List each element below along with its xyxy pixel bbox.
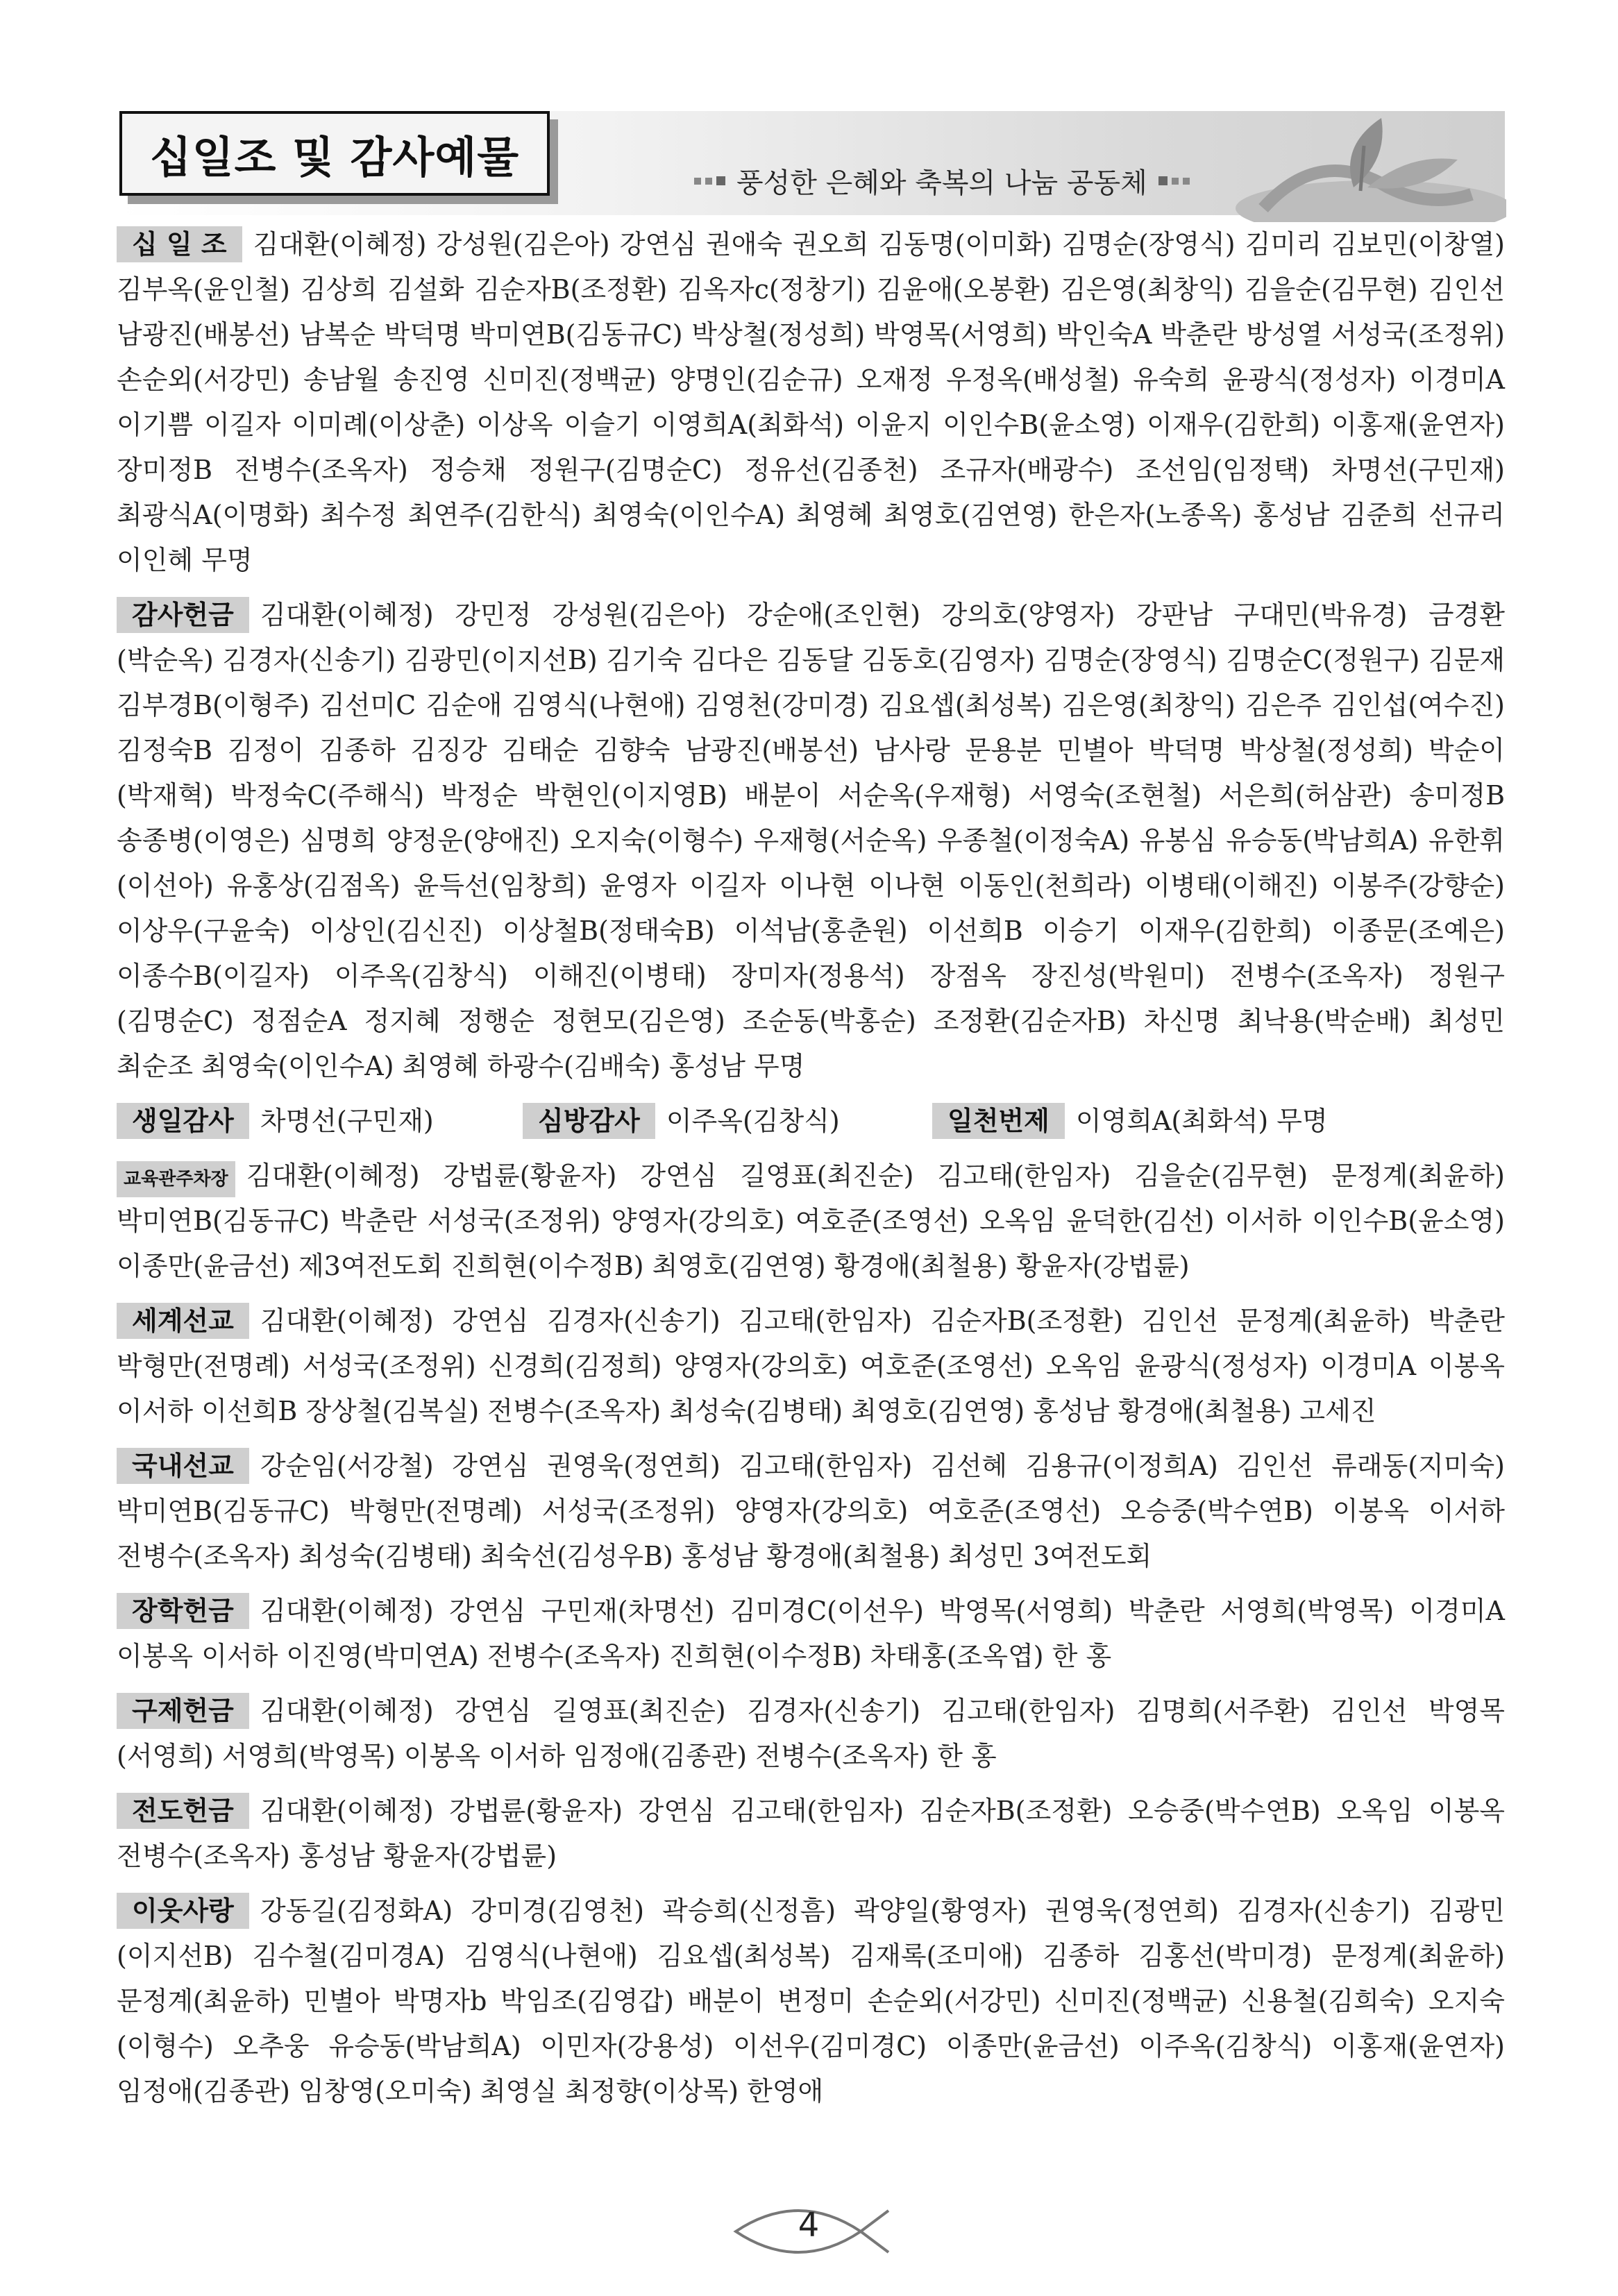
section-label: 구제헌금 [117, 1693, 249, 1729]
section-names: 이영희A(최화석) 무명 [1075, 1106, 1328, 1136]
section-inline-row [117, 1099, 1505, 1144]
section-domestic-mission [117, 1444, 1505, 1579]
section-birthday-thanks [117, 1099, 523, 1144]
section-names: 강동길(김정화A) 강미경(김영천) 곽승희(신정흠) 곽양일(황영자) 권영욱(정연희) 김경자(신송기) 김광민(이지선B) 김수철(김미경A) 김영식(나현애) 김요셉(최성복) 김재록(조미애) 김종하 김홍선(박미경) 문정계(최윤하) 문정계(최윤하) 민별아 박명자b 박임조(김영갑) 배분이 변정미 손순외(서강민) 신미진(정백균) 신용철(김희숙) 오지숙(이형수) 오추웅 유승동(박남희A) 이민자(강용성) 이선우(김미경C) 이종만(윤금선) 이주옥(김창식) 이홍재(윤연자) 임정애(김종관) 임창영(오미숙) 최영실 최정향(이상목) 한영애 [117, 1896, 1505, 2107]
section-label: 일천번제 [932, 1103, 1065, 1139]
section-evangelism [117, 1789, 1505, 1879]
section-thanks-offering [117, 593, 1505, 1089]
page-title-box [119, 111, 550, 196]
section-names: 김대환(이혜정) 강법륜(황윤자) 강연심 길영표(최진순) 김고태(한임자) 김을순(김무현) 문정계(최윤하) 박미연B(김동규C) 박춘란 서성국(조정위) 양영자(강의호) 여호준(조영선) 오옥임 윤덕한(김선) 이서하 이인수B(윤소영) 이종만(윤금선) 제3여전도회 진희현(이수정B) 최영호(김연영) 황경애(최철용) 황윤자(강법륜) [117, 1160, 1505, 1281]
decorative-dots-left [694, 176, 725, 185]
section-label: 세계선교 [117, 1303, 249, 1339]
section-names: 김대환(이혜정) 강연심 김경자(신송기) 김고태(한임자) 김순자B(조정환) 김인선 문정계(최윤하) 박춘란 박형만(전명례) 서성국(조정위) 신경희(김정희) 양영자(강의호) 여호준(조영선) 오옥임 윤광식(정성자) 이경미A 이봉옥 이서하 이선희B 장상철(김복실) 전병수(조옥자) 최성숙(김병태) 최영호(김연영) 홍성남 황경애(최철용) 고세진 [117, 1306, 1505, 1426]
section-neighbor-love [117, 1889, 1505, 2114]
section-names: 김대환(이혜정) 강연심 길영표(최진순) 김경자(신송기) 김고태(한임자) 김명희(서주환) 김인선 박영목(서영희) 서영희(박영목) 이봉옥 이서하 임정애(김종관) 전병수(조옥자) 한 홍 [117, 1696, 1505, 1771]
section-relief [117, 1689, 1505, 1779]
subtitle-text: 풍성한 은혜와 축복의 나눔 공동체 [736, 167, 1147, 199]
section-label: 장학헌금 [117, 1593, 249, 1629]
section-names: 차명선(구민재) [260, 1106, 434, 1136]
page-number: 4 [798, 2206, 820, 2245]
section-label: 전도헌금 [117, 1793, 249, 1829]
section-visit-thanks [523, 1099, 932, 1144]
donor-list [117, 222, 1505, 2124]
section-label: 생일감사 [117, 1103, 249, 1139]
section-thousand-offering [932, 1099, 1328, 1144]
hands-plant-illustration [1180, 104, 1506, 222]
section-names: 김대환(이혜정) 강성원(김은아) 강연심 권애숙 권오희 김동명(이미화) 김명순(장영식) 김미리 김보민(이창열) 김부옥(윤인철) 김상희 김설화 김순자B(조정환) 김옥자c(정창기) 김윤애(오봉환) 김은영(최창익) 김을순(김무현) 김인선 남광진(배봉선) 남복순 박덕명 박미연B(김동규C) 박상철(정성희) 박영목(서영희) 박인숙A 박춘란 방성열 서성국(조정위) 손순외(서강민) 송남월 송진영 신미진(정백균) 양명인(김순규) 오재정 우정옥(배성철) 유숙희 윤광식(정성자) 이경미A 이기쁨 이길자 이미례(이상춘) 이상옥 이슬기 이영희A(최화석) 이윤지 이인수B(윤소영) 이재우(김한희) 이홍재(윤연자) 장미정B 전병수(조옥자) 정승채 정원구(김명순C) 정유선(김종천) 조규자(배광수) 조선임(임정택) 차명선(구민재) 최광식A(이명화) 최수정 최연주(김한식) 최영숙(이인수A) 최영혜 최영호(김연영) 한은자(노종옥) 홍성남 김준희 선규리 이인혜 무명 [117, 229, 1505, 575]
section-label: 심방감사 [523, 1103, 655, 1139]
page-title: 십일조 및 감사예물 [149, 131, 520, 183]
section-world-mission [117, 1299, 1505, 1434]
decorative-dots-right [1158, 176, 1190, 185]
section-label: 국내선교 [117, 1448, 249, 1484]
section-label: 교육관주차장 [117, 1161, 235, 1197]
section-names: 강순임(서강철) 강연심 권영욱(정연희) 김고태(한임자) 김선혜 김용규(이정희A) 김인선 류래동(지미숙) 박미연B(김동규C) 박형만(전명례) 서성국(조정위) 양영자(강의호) 여호준(조영선) 오승중(박수연B) 이봉옥 이서하 전병수(조옥자) 최성숙(김병태) 최숙선(김성우B) 홍성남 황경애(최철용) 최성민 3여전도회 [117, 1451, 1505, 1571]
section-names: 이주옥(김창식) [666, 1106, 840, 1136]
section-tithe [117, 222, 1505, 583]
section-label: 십 일 조 [117, 226, 242, 262]
section-names: 김대환(이혜정) 강민정 강성원(김은아) 강순애(조인현) 강의호(양영자) 강판남 구대민(박유경) 금경환(박순옥) 김경자(신송기) 김광민(이지선B) 김기숙 김다은 김동달 김동호(김영자) 김명순(장영식) 김명순C(정원구) 김문재 김부경B(이형주) 김선미C 김순애 김영식(나현애) 김영천(강미경) 김요셉(최성복) 김은영(최창익) 김은주 김인섭(여수진) 김정숙B 김정이 김종하 김징강 김태순 김향숙 남광진(배봉선) 남사랑 문용분 민별아 박덕명 박상철(정성희) 박순이(박재혁) 박정숙C(주해식) 박정순 박현인(이지영B) 배분이 서순옥(우재형) 서영숙(조현철) 서은희(허삼관) 송미정B 송종병(이영은) 심명희 양정운(양애진) 오지숙(이형수) 우재형(서순옥) 우종철(이정숙A) 유봉심 유승동(박남희A) 유한휘(이선아) 유홍상(김점옥) 윤득선(임창희) 윤영자 이길자 이나현 이나현 이동인(천희라) 이병태(이해진) 이봉주(강향순) 이상우(구윤숙) 이상인(김신진) 이상철B(정태숙B) 이석남(홍춘원) 이선희B 이승기 이재우(김한희) 이종문(조예은) 이종수B(이길자) 이주옥(김창식) 이해진(이병태) 장미자(정용석) 장점옥 장진성(박원미) 전병수(조옥자) 정원구(김명순C) 정점순A 정지혜 정행순 정현모(김은영) 조순동(박홍순) 조정환(김순자B) 차신명 최낙용(박순배) 최성민 최순조 최영숙(이인수A) 최영혜 하광수(김배숙) 홍성남 무명 [117, 600, 1505, 1081]
section-education-parking [117, 1154, 1505, 1289]
section-names: 김대환(이혜정) 강연심 구민재(차명선) 김미경C(이선우) 박영목(서영희) 박춘란 서영희(박영목) 이경미A 이봉옥 이서하 이진영(박미연A) 전병수(조옥자) 진희현(이수정B) 차태홍(조옥엽) 한 홍 [117, 1596, 1505, 1671]
section-label: 감사헌금 [117, 597, 249, 633]
section-scholarship [117, 1589, 1505, 1679]
section-names: 김대환(이혜정) 강법륜(황윤자) 강연심 김고태(한임자) 김순자B(조정환) 오승중(박수연B) 오옥임 이봉옥 전병수(조옥자) 홍성남 황윤자(강법륜) [117, 1796, 1505, 1871]
section-label: 이웃사랑 [117, 1893, 249, 1929]
subtitle [694, 161, 1190, 201]
